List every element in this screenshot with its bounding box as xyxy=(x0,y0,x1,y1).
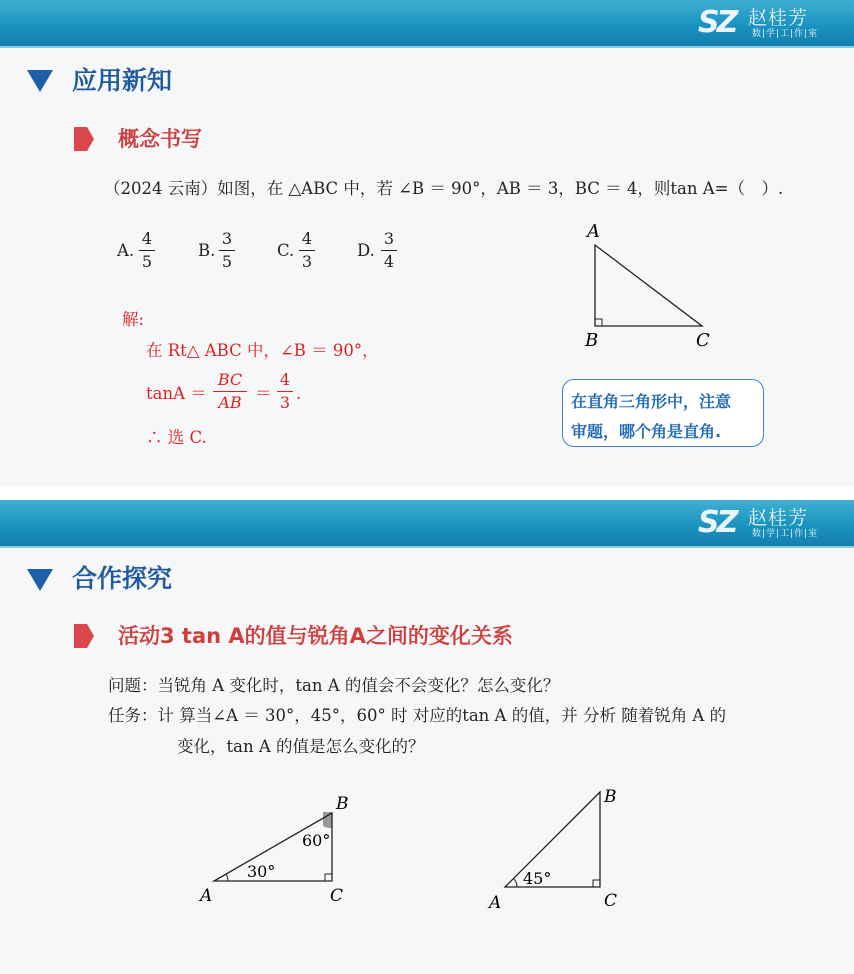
angle-a-label: 45° xyxy=(523,869,552,888)
triangle-45 xyxy=(480,780,640,920)
task-line2: 变化，tan A 的值是怎么变化的？ xyxy=(177,737,425,756)
angle-a-arc xyxy=(514,879,518,888)
solution-equals: ＝ xyxy=(255,384,272,403)
question-text: （2024 云南）如图，在 △ABC 中，若 ∠B ＝ 90°，AB ＝ 3，BC ＝ 4，则tan A=（ ）. xyxy=(104,179,784,198)
section-title: 应用新知 xyxy=(72,66,173,95)
right-angle-mark xyxy=(595,319,602,326)
option-b-fraction xyxy=(219,230,235,271)
option-a-den: 5 xyxy=(141,252,153,271)
section-triangle-icon xyxy=(27,70,53,92)
vertex-label-a: A xyxy=(489,893,502,913)
triangle-abc-45 xyxy=(505,792,600,887)
triangle-30-60 xyxy=(190,790,370,915)
solution-frac1-den: AB xyxy=(218,393,242,412)
option-b-label: B. xyxy=(198,241,216,260)
section-title: 合作探究 xyxy=(72,564,173,593)
option-a-num: 4 xyxy=(141,229,153,248)
option-b-num: 3 xyxy=(221,229,233,248)
solution-line1: 在 Rt△ ABC 中，∠B ＝ 90°， xyxy=(146,341,379,360)
triangle-abc xyxy=(595,245,702,326)
option-c-label: C. xyxy=(277,241,295,260)
hint-callout xyxy=(562,379,764,447)
vertex-label-c: C xyxy=(604,891,618,911)
subsection-title: 活动3 tan A的值与锐角A之间的变化关系 xyxy=(118,624,513,648)
option-a-fraction xyxy=(139,230,155,271)
right-angle-mark xyxy=(593,880,600,887)
solution-period: . xyxy=(296,384,302,403)
callout-line1: 在直角三角形中，注意 xyxy=(571,392,732,411)
option-d-fraction xyxy=(381,230,397,271)
solution-frac2-num: 4 xyxy=(279,370,291,389)
angle-a-arc xyxy=(226,874,228,881)
subsection-title: 概念书写 xyxy=(118,127,202,151)
section-triangle-icon xyxy=(27,569,53,591)
logo-mark: SZ xyxy=(698,5,736,40)
option-d-num: 3 xyxy=(383,229,395,248)
solution-line3: ∴ 选 C. xyxy=(146,428,207,447)
logo-mark: SZ xyxy=(698,505,736,540)
vertex-label-b: B xyxy=(336,794,349,814)
option-c-den: 3 xyxy=(301,252,313,271)
slide-2 xyxy=(0,500,854,974)
vertex-label-a: A xyxy=(200,886,213,906)
logo xyxy=(698,506,826,542)
option-c-num: 4 xyxy=(301,229,313,248)
logo-subtitle: 数|学|工|作|室 xyxy=(752,529,819,539)
solution-fraction-bc-ab xyxy=(213,371,247,412)
vertex-label-b: B xyxy=(604,787,617,807)
logo-name: 赵桂芳 xyxy=(748,7,809,29)
subsection-marker-icon xyxy=(74,127,94,151)
solution-head: 解: xyxy=(122,310,145,329)
solution-fraction-4-3 xyxy=(277,371,293,412)
slide-1 xyxy=(0,0,854,486)
angle-b-label: 60° xyxy=(302,831,331,850)
option-c-fraction xyxy=(299,230,315,271)
logo xyxy=(698,6,826,42)
solution-frac2-den: 3 xyxy=(279,393,291,412)
option-b-den: 5 xyxy=(221,252,233,271)
header-bar xyxy=(0,0,854,48)
logo-subtitle: 数|学|工|作|室 xyxy=(752,29,819,39)
question-text: 问题：当锐角 A 变化时，tan A 的值会不会变化？怎么变化？ xyxy=(108,676,560,695)
callout-line2: 审题，哪个角是直角. xyxy=(571,422,722,441)
vertex-label-c: C xyxy=(696,330,710,351)
task-line1: 任务：计 算当∠A ＝ 30°，45°，60° 时 对应的tan A 的值，并 分析 随着锐角 A 的 xyxy=(108,706,727,725)
subsection-marker-icon xyxy=(74,624,94,648)
right-angle-mark xyxy=(325,874,332,881)
header-bar xyxy=(0,500,854,548)
vertex-label-a: A xyxy=(587,221,600,242)
vertex-label-b: B xyxy=(585,330,599,351)
angle-a-label: 30° xyxy=(247,862,276,881)
solution-frac1-num: BC xyxy=(217,370,243,389)
option-d-label: D. xyxy=(357,241,375,260)
logo-name: 赵桂芳 xyxy=(748,507,809,529)
option-d-den: 4 xyxy=(383,252,395,271)
solution-tan-lhs: tanA ＝ xyxy=(146,384,207,403)
vertex-label-c: C xyxy=(330,886,344,906)
triangle-figure xyxy=(570,215,730,355)
option-a-label: A. xyxy=(117,241,135,260)
